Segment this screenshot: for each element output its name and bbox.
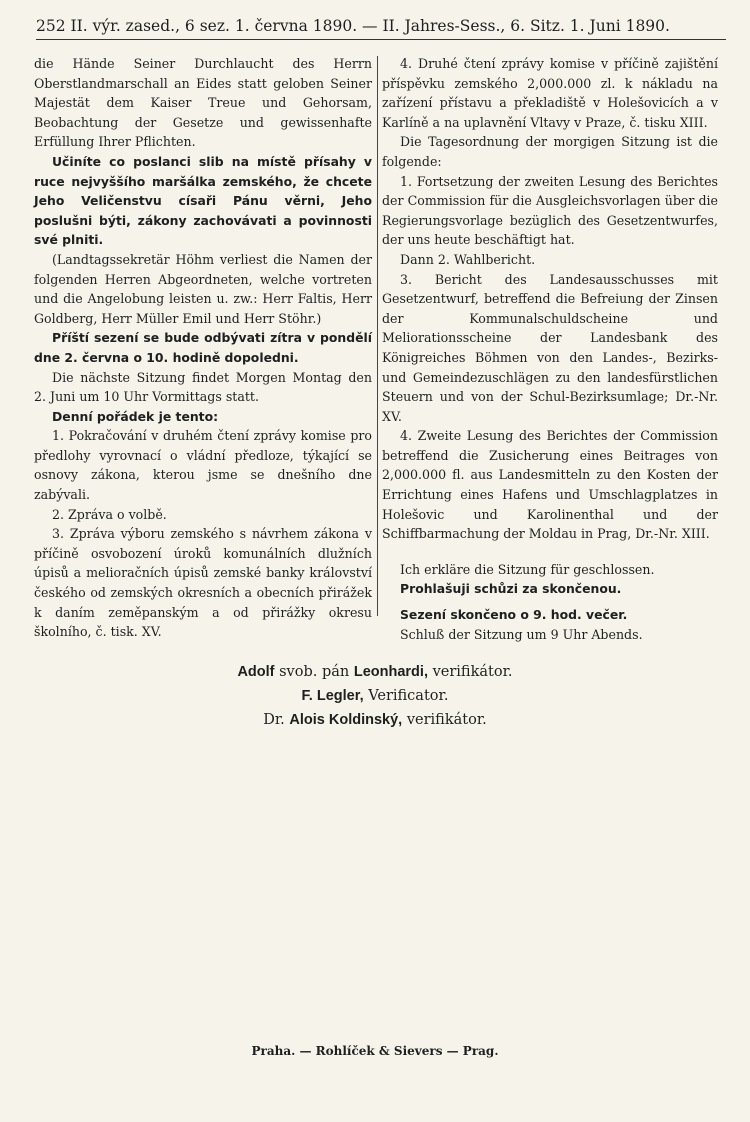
signature-2-role: Verificator. xyxy=(368,688,449,704)
signature-1-surname: Leonhardi, xyxy=(353,664,428,680)
agenda-item-4-german: 4. Zweite Lesung des Berichtes der Commission betreffend die Zusicherung eines Beitrages von 2,000.000 fl. aus Landesmitteln zu den Kosten der Errichtung eines Hafens und Umschlagplatzes in Holešovic und Karolinenthal und der Schiffbarmachung der Moldau in Prag, Dr.-Nr. XIII. xyxy=(382,428,718,542)
agenda-heading-czech: Denní pořádek je tento: xyxy=(52,408,219,424)
end-time-czech: Sezení skončeno o 9. hod. večer. xyxy=(400,607,628,623)
paragraph-next-session-czech: Příští sezení se bude odbývati zítra v pondělí dne 2. června o 10. hodině dopoledni. xyxy=(34,330,372,365)
signature-koldinsky xyxy=(0,708,750,732)
agenda-item-2-german: Dann 2. Wahlbericht. xyxy=(400,251,536,267)
printer-footer: Praha. — Rohlíček & Sievers — Prag. xyxy=(251,1044,499,1058)
signature-leonhardi xyxy=(0,660,750,684)
agenda-item-4-czech: 4. Druhé čtení zprávy komise v příčině zajištění příspěvku zemského 2,000.000 zl. k nákladu na zařízení přístavu a překladiště v Holešovicích a v Karlíně a na uplavnění Vltavy v Praze, č. tisku XIII. xyxy=(382,56,718,130)
page-header: 252 II. výr. zased., 6 sez. 1. června 1890. — II. Jahres-Sess., 6. Sitz. 1. Juni 1890. xyxy=(36,16,726,40)
paragraph-next-session-german: Die nächste Sitzung findet Morgen Montag den 2. Juni um 10 Uhr Vormittags statt. xyxy=(34,369,372,405)
closing-german: Ich erkläre die Sitzung für geschlossen. xyxy=(400,561,655,577)
paragraph-oath-czech: Učiníte co poslanci slib na místě přísahy v ruce nejvyššího maršálka zemského, že chcete Jeho Veličenstvu císaři Pánu věrni, Jeho poslušni býti, zákony zachovávati a povinnosti své plniti. xyxy=(34,153,372,248)
agenda-item-3-german: 3. Bericht des Landesausschusses mit Gesetzentwurf, betreffend die Befreiung der Zinsen der Kommunalschuldscheine und Meliorationsscheine der Landesbank des Königreiches Böhmen von den Landes-, Bezirks- und Gemeindezuschlägen zu den landesfürstlichen Steuern und von der Schul-Bezirksumlage; Dr.-Nr. XV. xyxy=(382,271,718,424)
signature-3-prefix: Dr. xyxy=(263,712,285,728)
signature-1-role: verifikátor. xyxy=(432,664,513,680)
column-divider xyxy=(377,56,378,616)
signature-1-firstname: Adolf xyxy=(237,664,275,680)
agenda-heading-german: Die Tagesordnung der morgigen Sitzung ist die folgende: xyxy=(382,134,718,169)
signature-1-title: svob. pán xyxy=(279,664,350,680)
paragraph-names: (Landtagssekretär Höhm verliest die Namen der folgenden Herren Abgeordneten, welche vortreten und die Angelobung leisten u. zw.: Herr Faltis, Herr Goldberg, Herr Müller Emil und Herr Stöhr.) xyxy=(34,251,372,326)
closing-czech: Prohlašuji schůzi za skončenou. xyxy=(400,581,622,597)
agenda-item-3-czech: 3. Zpráva výboru zemského s návrhem zákona v příčině osvobození úroků komunálních dlužních úpisů a melioračních úpisů zemské banky království českého od zemských okresních a obecních přirážek k daním zeměpanským a od přirážky okresu školního, č. tisk. XV. xyxy=(34,526,372,640)
agenda-item-2-czech: 2. Zpráva o volbě. xyxy=(52,506,167,522)
end-time-german: Schluß der Sitzung um 9 Uhr Abends. xyxy=(400,626,643,642)
agenda-item-1-german: 1. Fortsetzung der zweiten Lesung des Berichtes der Commission für die Ausgleichsvorlagen über die Regierungsvorlage bezüglich des Gesetzentwurfes, der uns heute beschäftigt hat. xyxy=(382,173,718,248)
right-column xyxy=(382,54,718,644)
signature-3-name: Alois Koldinský, xyxy=(289,712,403,728)
signature-3-role: verifikátor. xyxy=(406,712,487,728)
signature-2-name: F. Legler, xyxy=(301,688,364,704)
signatures-block xyxy=(0,660,750,732)
left-column xyxy=(34,54,372,642)
signature-legler xyxy=(0,684,750,708)
agenda-item-1-czech: 1. Pokračování v druhém čtení zprávy komise pro předlohy vyrovnací o vládní předloze, týkající se osnovy zákona, kterou jsme se dnešního dne zabývali. xyxy=(34,428,372,503)
paragraph-oath-german: die Hände Seiner Durchlaucht des Herrn Oberstlandmarschall an Eides statt geloben Seiner Majestät dem Kaiser Treue und Gehorsam, Beobachtung der Gesetze und gewissenhafte Erfüllung Ihrer Pflichten. xyxy=(34,56,372,150)
